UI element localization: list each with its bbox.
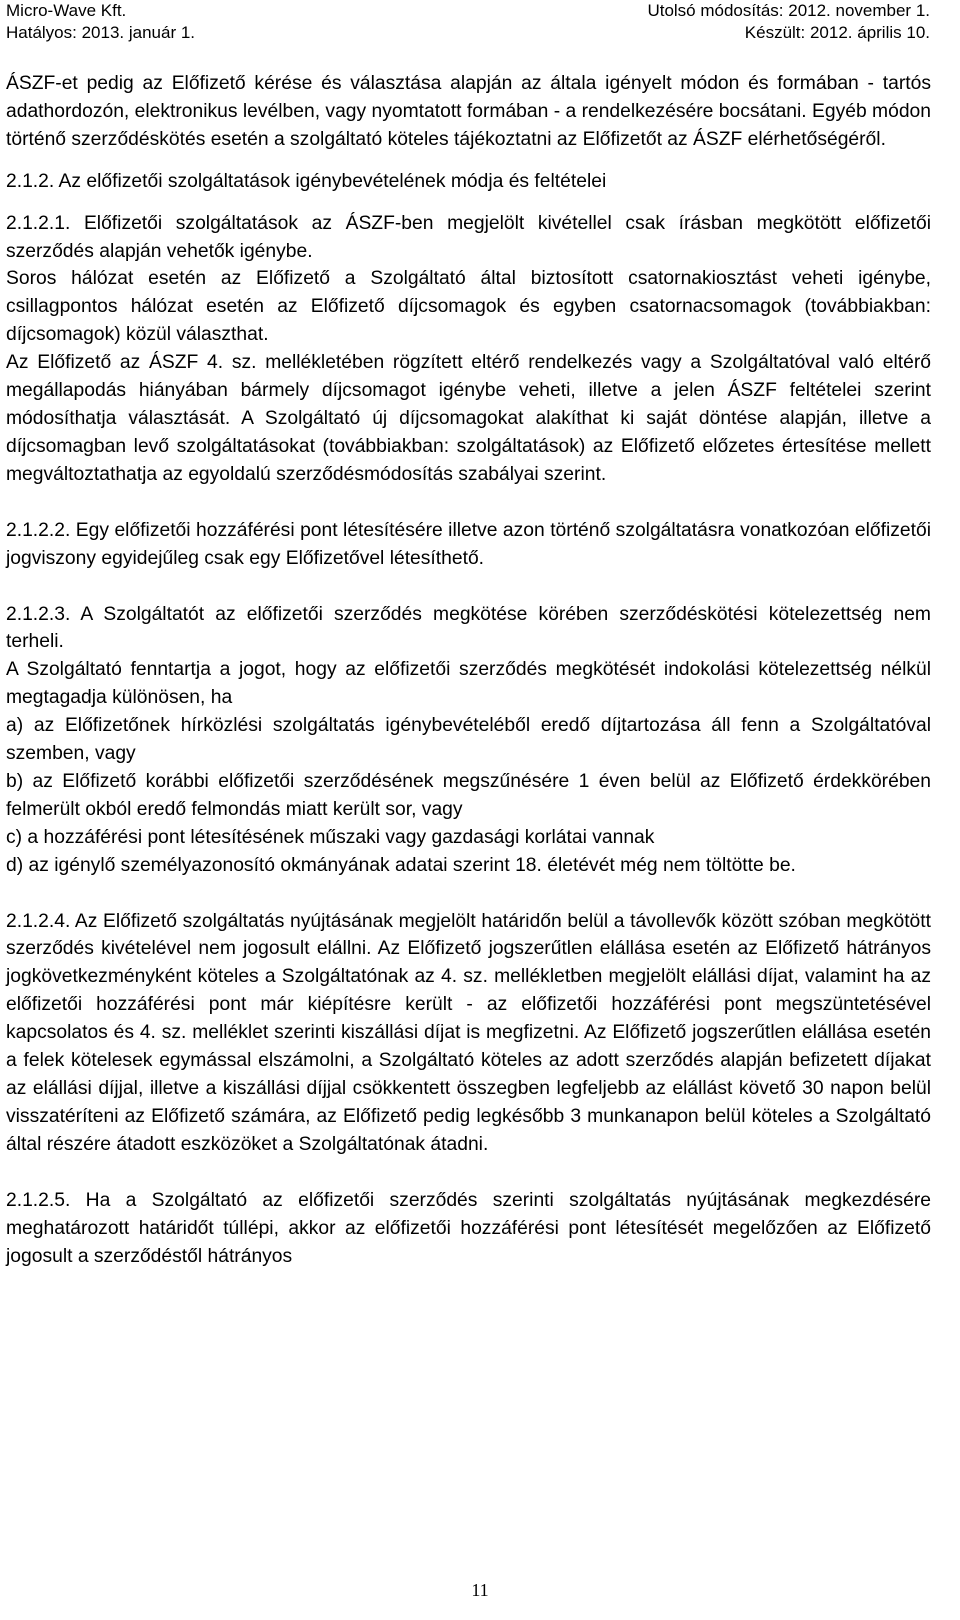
document-body <box>6 70 931 1270</box>
paragraph: Soros hálózat esetén az Előfizető a Szolgáltató által biztosított csatornakiosztást veheti igénybe, csillagpontos hálózat esetén az Előfizető díjcsomagok és egyben csatornacsomagok (továbbiakban: díjcsomagok) közül választhat. <box>6 268 931 346</box>
page-header <box>6 0 930 44</box>
paragraph: 2.1.2.4. Az Előfizető szolgáltatás nyújtásának megjelölt határidőn belül a távollevők között szóban megkötött szerződés kivételével nem jogosult elállni. Az Előfizető jogszerűtlen elállása esetén az Előfizető hátrányos jogkövetkezményként köteles a Szolgáltatónak az 4. sz. mellékletben megjelölt elállási díjat, valamint ha az előfizetői hozzáférési pont már kiépítésre került - az előfizetői hozzáférési pont megszüntetésével kapcsolatos és 4. sz. melléklet szerinti kiszállási díjat is megfizetni. Az Előfizető jogszerűtlen elállása esetén a felek kötelesek egymással elszámolni, a Szolgáltató köteles az adott szerződés alapján befizetett díjakat az elállási díjjal, illetve a kiszállási díjjal csökkentett összegben legfeljebb az elállást követő 30 napon belül visszatéríteni az Előfizető számára, az Előfizető pedig legkésőbb 3 munkanapon belül köteles a Szolgáltató által részére átadott eszközöket a Szolgáltatónak átadni. <box>6 910 931 1155</box>
last-modified: Utolsó módosítás: 2012. november 1. <box>647 1 930 20</box>
list-item: c) a hozzáférési pont létesítésének műszaki vagy gazdasági korlátai vannak <box>6 826 655 848</box>
page-number: 11 <box>471 1580 489 1600</box>
header-row-1 <box>6 0 930 22</box>
list-item: a) az Előfizetőnek hírközlési szolgáltatás igénybevételéből eredő díjtartozása áll fenn a Szolgáltatóval szemben, vagy <box>6 715 931 765</box>
paragraph: A Szolgáltató fenntartja a jogot, hogy az előfizetői szerződés megkötését indokolási kötelezettség nélkül megtagadja különösen, ha <box>6 659 931 709</box>
header-row-2 <box>6 22 930 44</box>
paragraph: 2.1.2.1. Előfizetői szolgáltatások az ÁSZF-ben megjelölt kivétellel csak írásban megkötött előfizetői szerződés alapján vehetők igénybe. <box>6 212 931 262</box>
paragraph: 2.1.2.5. Ha a Szolgáltató az előfizetői szerződés szerinti szolgáltatás nyújtásának megkezdésére meghatározott határidőt túllépi, akkor az előfizetői hozzáférési pont létesítését megelőzően az Előfizető jogosult a szerződéstől hátrányos <box>6 1189 931 1267</box>
effective-date: Hatályos: 2013. január 1. <box>6 23 196 42</box>
created-date: Készült: 2012. április 10. <box>744 23 930 42</box>
paragraph: 2.1.2.3. A Szolgáltatót az előfizetői szerződés megkötése körében szerződéskötési kötelezettség nem terheli. <box>6 603 931 653</box>
paragraph: ÁSZF-et pedig az Előfizető kérése és választása alapján az általa igényelt módon és formában - tartós adathordozón, elektronikus levélben, vagy nyomtatott formában - a rendelkezésére bocsátani. Egyéb módon történő szerződéskötés esetén a szolgáltató köteles tájékoztatni az Előfizetőt az ÁSZF elérhetőségéről. <box>6 73 931 150</box>
list-item: b) az Előfizető korábbi előfizetői szerződésének megszűnésére 1 éven belül az Előfizető érdekkörében felmerült okból eredő felmondás miatt került sor, vagy <box>6 770 931 820</box>
company-name: Micro-Wave Kft. <box>6 1 127 20</box>
list-item: d) az igénylő személyazonosító okmányának adatai szerint 18. életévét még nem töltötte be. <box>6 854 796 876</box>
paragraph: Az Előfizető az ÁSZF 4. sz. mellékletében rögzített eltérő rendelkezés vagy a Szolgáltatóval való eltérő megállapodás hiányában bármely díjcsomagot igénybe veheti, illetve a jelen ÁSZF feltételei szerint módosíthatja választását. A Szolgáltató új díjcsomagokat alakíthat ki saját döntése alapján, illetve a díjcsomagban levő szolgáltatásokat (továbbiakban: szolgáltatások) az Előfizető előzetes értesítése mellett megváltoztathatja az egyoldalú szerződésmódosítás szabályai szerint. <box>6 352 931 485</box>
paragraph: 2.1.2.2. Egy előfizetői hozzáférési pont létesítésére illetve azon történő szolgáltatásra vonatkozóan előfizetői jogviszony egyidejűleg csak egy Előfizetővel létesíthető. <box>6 519 931 569</box>
section-heading: 2.1.2. Az előfizetői szolgáltatások igénybevételének módja és feltételei <box>6 170 607 192</box>
